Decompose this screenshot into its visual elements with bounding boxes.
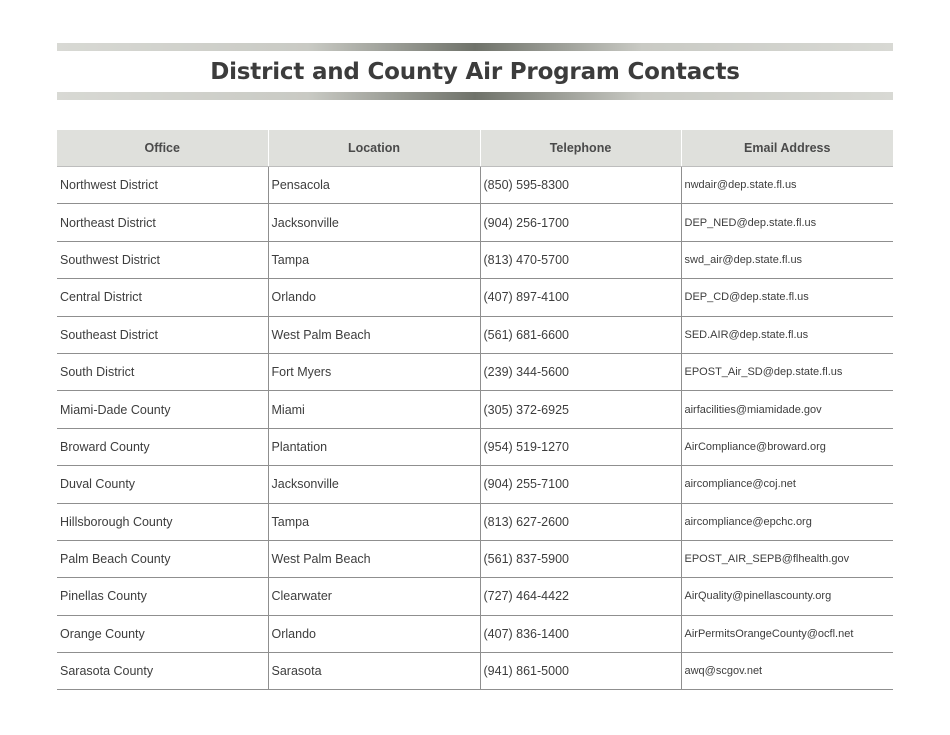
table-row bbox=[57, 540, 893, 577]
email-cell: SED.AIR@dep.state.fl.us bbox=[681, 316, 893, 353]
location-cell: Fort Myers bbox=[268, 353, 480, 390]
location-cell: Tampa bbox=[268, 241, 480, 278]
location-cell: Sarasota bbox=[268, 653, 480, 690]
office-cell: Southeast District bbox=[57, 316, 268, 353]
table-row bbox=[57, 204, 893, 241]
header-location: Location bbox=[268, 130, 480, 167]
email-cell: AirPermitsOrangeCounty@ocfl.net bbox=[681, 615, 893, 652]
table-body bbox=[57, 167, 893, 690]
telephone-cell: (407) 897-4100 bbox=[480, 279, 681, 316]
office-cell: Duval County bbox=[57, 466, 268, 503]
telephone-cell: (561) 837-5900 bbox=[480, 540, 681, 577]
header-email: Email Address bbox=[681, 130, 893, 167]
telephone-cell: (904) 255-7100 bbox=[480, 466, 681, 503]
telephone-cell: (561) 681-6600 bbox=[480, 316, 681, 353]
email-cell: EPOST_Air_SD@dep.state.fl.us bbox=[681, 353, 893, 390]
email-cell: DEP_CD@dep.state.fl.us bbox=[681, 279, 893, 316]
location-cell: West Palm Beach bbox=[268, 316, 480, 353]
table-row bbox=[57, 316, 893, 353]
email-cell: swd_air@dep.state.fl.us bbox=[681, 241, 893, 278]
table-row bbox=[57, 578, 893, 615]
location-cell: Orlando bbox=[268, 279, 480, 316]
page-title: District and County Air Program Contacts bbox=[210, 59, 740, 85]
office-cell: Central District bbox=[57, 279, 268, 316]
table-row bbox=[57, 466, 893, 503]
email-cell: awq@scgov.net bbox=[681, 653, 893, 690]
email-cell: nwdair@dep.state.fl.us bbox=[681, 167, 893, 204]
title-rule-bottom bbox=[57, 92, 893, 100]
office-cell: Southwest District bbox=[57, 241, 268, 278]
table-row bbox=[57, 428, 893, 465]
contacts-table bbox=[57, 130, 893, 690]
email-cell: AirCompliance@broward.org bbox=[681, 428, 893, 465]
table-row bbox=[57, 241, 893, 278]
location-cell: West Palm Beach bbox=[268, 540, 480, 577]
office-cell: Sarasota County bbox=[57, 653, 268, 690]
telephone-cell: (727) 464-4422 bbox=[480, 578, 681, 615]
office-cell: Pinellas County bbox=[57, 578, 268, 615]
telephone-cell: (813) 627-2600 bbox=[480, 503, 681, 540]
table-header bbox=[57, 130, 893, 167]
office-cell: Orange County bbox=[57, 615, 268, 652]
office-cell: South District bbox=[57, 353, 268, 390]
location-cell: Clearwater bbox=[268, 578, 480, 615]
table-row bbox=[57, 653, 893, 690]
table-row bbox=[57, 279, 893, 316]
telephone-cell: (941) 861-5000 bbox=[480, 653, 681, 690]
telephone-cell: (954) 519-1270 bbox=[480, 428, 681, 465]
location-cell: Jacksonville bbox=[268, 204, 480, 241]
header-row bbox=[57, 130, 893, 167]
location-cell: Plantation bbox=[268, 428, 480, 465]
email-cell: AirQuality@pinellascounty.org bbox=[681, 578, 893, 615]
office-cell: Miami-Dade County bbox=[57, 391, 268, 428]
office-cell: Northwest District bbox=[57, 167, 268, 204]
header-telephone: Telephone bbox=[480, 130, 681, 167]
telephone-cell: (305) 372-6925 bbox=[480, 391, 681, 428]
email-cell: EPOST_AIR_SEPB@flhealth.gov bbox=[681, 540, 893, 577]
telephone-cell: (813) 470-5700 bbox=[480, 241, 681, 278]
email-cell: DEP_NED@dep.state.fl.us bbox=[681, 204, 893, 241]
title-rule-top bbox=[57, 43, 893, 51]
location-cell: Tampa bbox=[268, 503, 480, 540]
table-row bbox=[57, 353, 893, 390]
location-cell: Pensacola bbox=[268, 167, 480, 204]
location-cell: Jacksonville bbox=[268, 466, 480, 503]
table-row bbox=[57, 615, 893, 652]
location-cell: Miami bbox=[268, 391, 480, 428]
office-cell: Hillsborough County bbox=[57, 503, 268, 540]
table-row bbox=[57, 391, 893, 428]
location-cell: Orlando bbox=[268, 615, 480, 652]
table-row bbox=[57, 167, 893, 204]
email-cell: airfacilities@miamidade.gov bbox=[681, 391, 893, 428]
telephone-cell: (904) 256-1700 bbox=[480, 204, 681, 241]
table-row bbox=[57, 503, 893, 540]
telephone-cell: (407) 836-1400 bbox=[480, 615, 681, 652]
telephone-cell: (239) 344-5600 bbox=[480, 353, 681, 390]
email-cell: aircompliance@coj.net bbox=[681, 466, 893, 503]
email-cell: aircompliance@epchc.org bbox=[681, 503, 893, 540]
telephone-cell: (850) 595-8300 bbox=[480, 167, 681, 204]
office-cell: Northeast District bbox=[57, 204, 268, 241]
office-cell: Palm Beach County bbox=[57, 540, 268, 577]
header-office: Office bbox=[57, 130, 268, 167]
office-cell: Broward County bbox=[57, 428, 268, 465]
